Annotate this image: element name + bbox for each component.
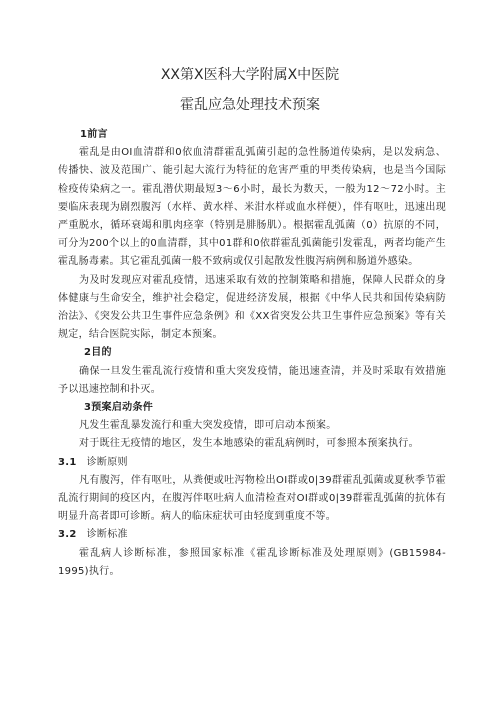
hospital-name: XX第X医科大学附属X中医院: [160, 67, 340, 83]
subsection-heading-diagnosis-principle: [58, 454, 446, 472]
subsection-heading-diagnosis-standard: [58, 526, 446, 544]
preface-paragraph-2: 为及时发现应对霍乱疫情，迅速采取有效的控制策略和措施，保障人民群众的身体健康与生命安全，维护社会稳定，促进经济发展，根据《中华人民共和国传染病防治法》、《突发公共卫生事件应急条例》和《XX省突发公共卫生事件应急预案》等有关规定，结合医院实际，制定本预案。: [58, 274, 446, 341]
subsection-title: 诊断标准: [86, 529, 128, 541]
section-heading-purpose: 2目的: [84, 347, 112, 359]
subsection-number: 3.1: [58, 456, 77, 468]
activation-paragraph-2: 对于既往无疫情的地区，发生本地感染的霍乱病例时，可参照本预案执行。: [79, 438, 419, 450]
diagnosis-principle-paragraph: 凡有腹泻，伴有呕吐，从粪便或吐泻物检出OI群或0|39群霍乱弧菌或夏秋季节霍乱流行期间的疫区内，在腹泻伴呕吐病人血清检查对OI群或0|39群霍乱弧菌的抗体有明显升高者即可诊断。病人的临床症状可由轻度到重度不等。: [58, 474, 446, 523]
subsection-title: 诊断原则: [86, 456, 128, 468]
document-body: [58, 126, 446, 581]
document-title: 霍乱应急处理技术预案: [180, 97, 320, 113]
section-heading-preface: 1前言: [80, 129, 108, 140]
purpose-paragraph: 确保一旦发生霍乱流行疫情和重大突发疫情，能迅速查清，并及时采取有效措施予以迅速控制和扑灭。: [58, 365, 446, 395]
activation-paragraph-1: 凡发生霍乱暴发流行和重大突发疫情，即可启动本预案。: [79, 420, 337, 432]
section-heading-activation: 3预案启动条件: [84, 402, 154, 414]
subsection-number: 3.2: [58, 529, 77, 541]
preface-paragraph-1: 霍乱是由OI血清群和0依血清群霍乱弧菌引起的急性肠道传染病，是以发病急、传播快、波及范围广、能引起大流行为特征的危害严重的甲类传染病，也是当今国际检疫传染病之一。霍乱潜伏期最短3〜6小时，最长为数天，一般为12〜72小时。主要临床表现为剧烈腹泻（水样、黄水样、米泔水样或血水样便），伴有呕吐，迅速出现严重脱水，循环衰竭和肌肉痉挛（特别是腓肠肌）。根据霍乱弧菌（0）抗原的不同，可分为200个以上的0血清群，其中01群和0依群霍乱弧菌能引发霍乱，两者均能产生霍乱肠毒素。其它霍乱弧菌一般不致病或仅引起散发性腹泻病例和肠道外感染。: [58, 147, 446, 268]
diagnosis-standard-paragraph: 霍乱病人诊断标准，参照国家标准《霍乱诊断标准及处理原则》(GB15984-1995)执行。: [58, 547, 446, 577]
